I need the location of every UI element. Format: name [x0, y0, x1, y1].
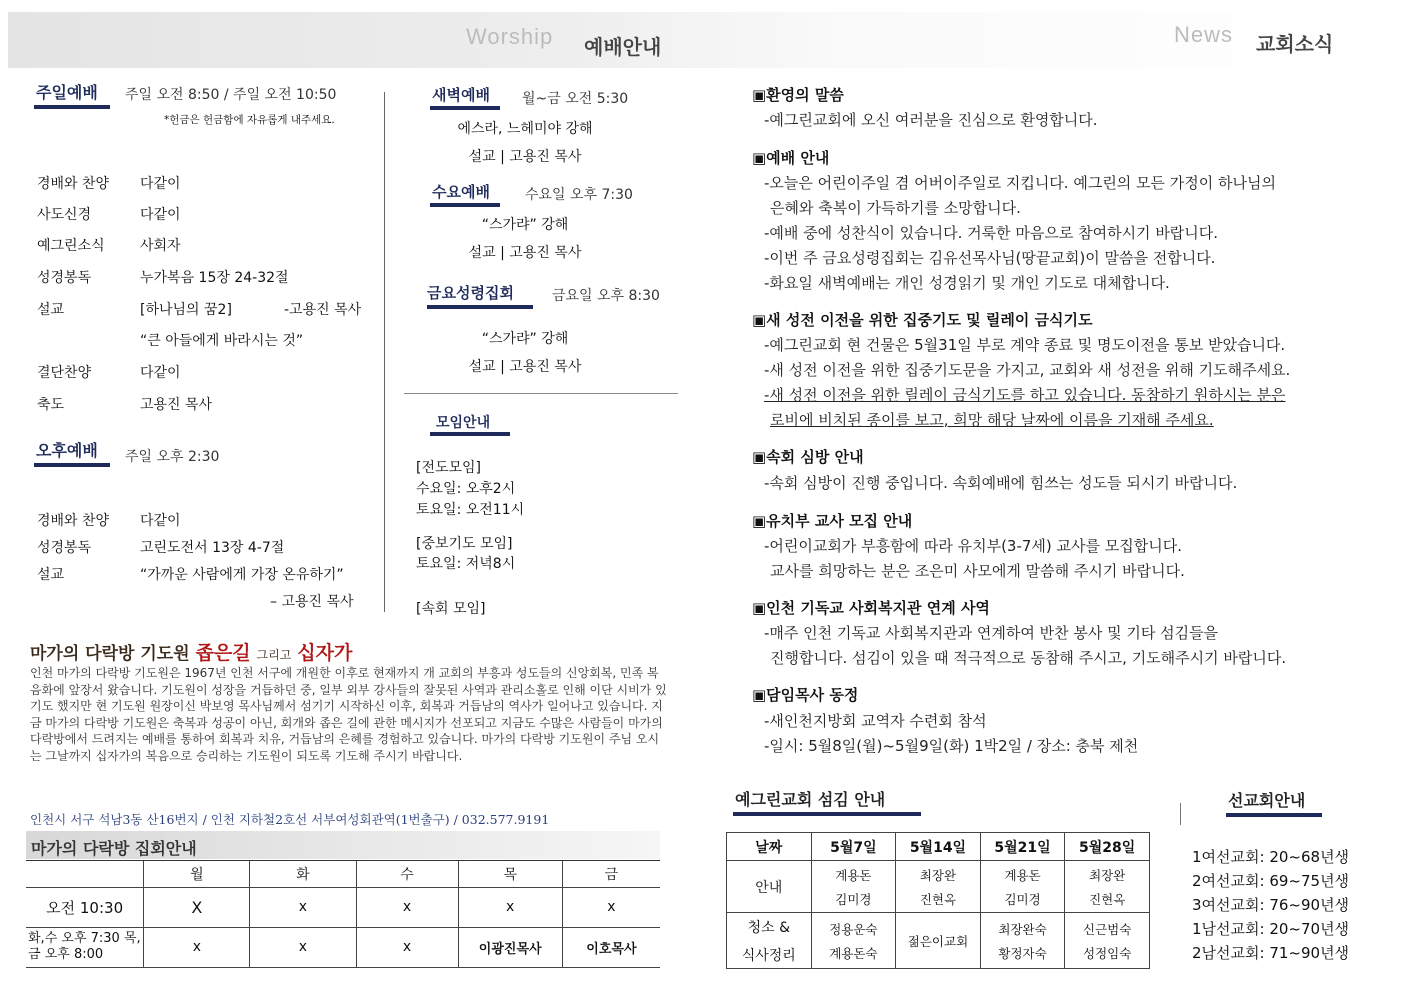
- schedule-cell: x: [356, 927, 458, 967]
- afternoon-title: 오후예배: [36, 441, 98, 460]
- schedule-time: 화,수 오후 7:30 목,금 오후 8:00: [26, 927, 144, 967]
- news-line: -매주 인천 기독교 사회복지관과 연계하여 반찬 봉사 및 기타 섬김들을: [764, 624, 1219, 642]
- worship-ko-label: 예배안내: [584, 35, 662, 59]
- schedule-cell: 이광진목사: [458, 927, 562, 967]
- cleaning-name: 계용돈숙: [829, 945, 878, 961]
- meeting-line: 토요일: 오전11시: [416, 502, 525, 518]
- makah-schedule-title: 마가의 다락방 집회안내: [31, 839, 197, 858]
- usher-name: 진현옥: [919, 891, 957, 907]
- news-heading: ▣유치부 교사 모집 안내: [752, 512, 913, 530]
- schedule-cell: 이호목사: [562, 927, 660, 967]
- sunday-underline: [34, 105, 110, 109]
- makah-title-narrow: 좁은길: [195, 642, 251, 664]
- service-row-label: [727, 913, 812, 969]
- order-value: 다같이: [140, 207, 181, 223]
- news-heading: ▣인천 기독교 사회복지관 연계 사역: [752, 599, 990, 617]
- day-header: 월: [144, 861, 250, 887]
- news-line-underlined: -새 성전 이전을 위한 릴레이 금식기도를 하고 있습니다. 동참하기 원하시는 분은: [764, 386, 1286, 404]
- news-heading: ▣속회 심방 안내: [752, 448, 864, 466]
- mission-title: 선교회안내: [1228, 791, 1306, 810]
- service-underline: [733, 812, 921, 816]
- service-table: [726, 832, 1150, 969]
- wednesday-underline: [430, 203, 500, 207]
- news-line: 진행합니다. 섬김이 있을 때 적극적으로 동참해 주시고, 기도해주시기 바랍니다.: [770, 649, 1287, 667]
- day-header: 수: [356, 861, 458, 887]
- makah-title-and: 그리고: [256, 648, 292, 662]
- wednesday-title: 수요예배: [432, 183, 490, 201]
- column-divider: [384, 92, 385, 612]
- service-cell: [980, 913, 1065, 969]
- service-cell: [980, 861, 1065, 913]
- mission-line: 3여선교회: 76~90년생: [1192, 896, 1350, 914]
- dawn-time: 월~금 오전 5:30: [522, 91, 629, 107]
- friday-time: 금요일 오후 8:30: [552, 288, 660, 304]
- usher-name: 계용돈: [1004, 867, 1041, 883]
- news-line: -속회 심방이 진행 중입니다. 속회예배에 힘쓰는 성도들 되시기 바랍니다.: [764, 474, 1238, 492]
- schedule-cell: x: [250, 887, 356, 927]
- order-label: 결단찬양: [37, 365, 92, 381]
- meeting-line: [중보기도 모임]: [416, 536, 513, 552]
- service-cell: [1065, 913, 1150, 969]
- news-line: -새인천지방회 교역자 수련회 참석: [764, 712, 987, 730]
- friday-book: “스가랴” 강해: [481, 331, 569, 347]
- news-line: -어린이교회가 부흥함에 따라 유치부(3-7세) 교사를 모집합니다.: [764, 537, 1182, 555]
- news-ko-label: 교회소식: [1256, 32, 1334, 56]
- friday-title: 금요성령집회: [427, 284, 514, 302]
- meeting-line: 토요일: 저녁8시: [416, 556, 516, 572]
- order-label: 성경봉독: [37, 270, 92, 286]
- friday-preacher: 설교 | 고용진 목사: [468, 359, 582, 375]
- order-label: 경배와 찬양: [37, 513, 110, 529]
- afternoon-underline: [34, 463, 110, 467]
- usher-name: 최장완: [919, 867, 957, 883]
- news-line: -화요일 새벽예배는 개인 성경읽기 및 개인 기도로 대체합니다.: [764, 274, 1170, 292]
- schedule-cell: x: [356, 887, 458, 927]
- news-heading: ▣새 성전 이전을 위한 집중기도 및 릴레이 금식기도: [752, 311, 1093, 329]
- news-line: -예그린교회 현 건물은 5월31일 부로 계약 종료 및 명도이전을 통보 받았습니다.: [764, 336, 1286, 354]
- meeting-line: [전도모임]: [416, 460, 482, 476]
- cleaning-name: 황정자숙: [998, 945, 1047, 961]
- wednesday-book: “스가랴” 강해: [481, 217, 569, 233]
- news-line: -일시: 5월8일(월)~5월9일(화) 1박2일 / 장소: 충북 제천: [764, 737, 1139, 755]
- news-heading: ▣환영의 말씀: [752, 86, 844, 104]
- service-header: 5월21일: [980, 833, 1065, 861]
- meetings-divider: [404, 393, 678, 394]
- schedule-cell: x: [250, 927, 356, 967]
- worship-en-label: Worship: [466, 24, 554, 49]
- usher-name: 김미경: [835, 891, 872, 907]
- mission-divider: [1180, 803, 1181, 825]
- sermon-subtitle: “큰 아들에게 바라시는 것”: [140, 333, 304, 349]
- cleaning-name: 젊은이교회: [907, 933, 969, 949]
- cleaning-label: 청소 &: [747, 919, 790, 936]
- meeting-line: [속회 모임]: [416, 601, 486, 617]
- service-row-label: 안내: [727, 861, 812, 913]
- service-cell: [811, 861, 896, 913]
- service-cell: [1065, 861, 1150, 913]
- dawn-preacher: 설교 | 고용진 목사: [468, 149, 582, 165]
- service-header: 5월7일: [811, 833, 896, 861]
- service-title: 예그린교회 섬김 안내: [735, 790, 886, 809]
- service-cell: [896, 861, 981, 913]
- day-header: 목: [458, 861, 562, 887]
- day-header: 금: [562, 861, 660, 887]
- afternoon-preacher: – 고용진 목사: [270, 594, 354, 610]
- order-value: 고린도전서 13장 4-7절: [140, 540, 285, 556]
- dawn-title: 새벽예배: [432, 86, 490, 104]
- usher-name: 진현옥: [1089, 891, 1126, 907]
- order-value: 다같이: [140, 513, 181, 529]
- wednesday-preacher: 설교 | 고용진 목사: [468, 245, 582, 261]
- order-value: “가까운 사람에게 가장 온유하기”: [140, 567, 344, 583]
- cleaning-name: 성정임숙: [1083, 945, 1132, 961]
- makah-description: 인천 마가의 다락방 기도원은 1967년 인천 서구에 개원한 이후로 현재까지 개 교회의 부흥과 성도들의 신앙회복, 민족 복음화에 앞장서 왔습니다. 기도원이 성장을 거듭하던 중, 일부 외부 강사들의 잘못된 사역과 관리소홀로 인해 이단 시비가 있기도 했지만 현 기도원 원장이신 박보영 목사님께서 섬기기 시작하신 이후, 회복과 거듭남의 역사가 일어나고 있습니다. 지금 마가의 다락방 기도원은 축복과 성공이 아닌, 회개와 좁은 길에 관한 메시지가 선포되고 지금도 수많은 사람들이 마가의 다락방에서 드려지는 예배를 통하여 회복과 치유, 거듭남의 은혜를 경험하고 있습니다. 마가의 다락방 기도원이 주님 오시는 그날까지 십자가의 복음으로 승리하는 기도원이 되도록 기도해 주시기 바랍니다.: [30, 666, 667, 763]
- news-line: -예그린교회에 오신 여러분을 진심으로 환영합니다.: [764, 111, 1098, 129]
- news-line-underlined: 로비에 비치된 종이를 보고, 희망 해당 날짜에 이름을 기재해 주세요.: [770, 411, 1214, 429]
- friday-underline: [427, 305, 533, 309]
- service-header: 5월14일: [896, 833, 981, 861]
- order-label: 설교: [37, 567, 65, 583]
- order-label: 설교: [37, 302, 65, 318]
- makah-title: [30, 638, 352, 665]
- sunday-time: 주일 오전 8:50 / 주일 오전 10:50: [125, 87, 337, 103]
- mission-line: 1남선교회: 20~70년생: [1192, 920, 1350, 938]
- order-label: 성경봉독: [37, 540, 92, 556]
- makah-title-main: 마가의 다락방 기도원: [30, 644, 190, 664]
- news-line: -예배 중에 성찬식이 있습니다. 거룩한 마음으로 참여하시기 바랍니다.: [764, 224, 1219, 242]
- schedule-corner: [26, 861, 144, 887]
- mission-line: 1여선교회: 20~68년생: [1192, 848, 1350, 866]
- schedule-time: 오전 10:30: [26, 887, 144, 927]
- news-line: -새 성전 이전을 위한 집중기도문을 가지고, 교회와 새 성전을 위해 기도해주세요.: [764, 361, 1291, 379]
- service-cell: [896, 913, 981, 969]
- news-line: -오늘은 어린이주일 겸 어버이주일로 지킵니다. 예그린의 모든 가정이 하나님의: [764, 174, 1277, 192]
- order-value: 사회자: [140, 238, 181, 254]
- usher-name: 계용돈: [835, 867, 872, 883]
- makah-address: 인천시 서구 석남3동 산16번지 / 인천 지하철2호선 서부여성회관역(1번출구) / 032.577.9191: [30, 812, 550, 827]
- news-line: -이번 주 금요성령집회는 김유선목사님(땅끝교회)이 말씀을 전합니다.: [764, 249, 1216, 267]
- sermon-title: [하나님의 꿈2]: [140, 302, 232, 318]
- mission-line: 2남선교회: 71~90년생: [1192, 944, 1350, 962]
- afternoon-time: 주일 오후 2:30: [125, 449, 220, 465]
- service-header: 날짜: [727, 833, 812, 861]
- offering-note: *헌금은 헌금함에 자유롭게 내주세요.: [164, 114, 335, 126]
- wednesday-time: 수요일 오후 7:30: [525, 187, 633, 203]
- news-en-label: News: [1174, 22, 1234, 47]
- order-label: 경배와 찬양: [37, 176, 110, 192]
- cleaning-name: 신근범숙: [1083, 921, 1132, 937]
- meetings-title: 모임안내: [436, 415, 491, 431]
- news-heading: ▣예배 안내: [752, 149, 830, 167]
- schedule-cell: x: [144, 927, 250, 967]
- makah-schedule-table: [26, 861, 660, 968]
- order-label: 축도: [37, 397, 65, 413]
- sermon-preacher: -고용진 목사: [284, 302, 362, 318]
- dawn-book: 에스라, 느헤미야 강해: [457, 121, 593, 137]
- news-line: 교사를 희망하는 분은 조은미 사모에게 말씀해 주시기 바랍니다.: [770, 562, 1185, 580]
- usher-name: 최장완: [1089, 867, 1126, 883]
- cleaning-name: 정용운숙: [829, 921, 878, 937]
- news-line: 은혜와 축복이 가득하기를 소망합니다.: [770, 199, 1021, 217]
- meeting-line: 수요일: 오후2시: [416, 481, 516, 497]
- usher-name: 김미경: [1004, 891, 1041, 907]
- news-heading: ▣담임목사 동정: [752, 686, 859, 704]
- schedule-cell: x: [458, 887, 562, 927]
- service-header: 5월28일: [1065, 833, 1150, 861]
- meetings-underline: [430, 432, 510, 436]
- order-label: 사도신경: [37, 207, 92, 223]
- order-value: 누가복음 15장 24-32절: [140, 270, 289, 286]
- service-cell: [811, 913, 896, 969]
- mission-line: 2여선교회: 69~75년생: [1192, 872, 1350, 890]
- mission-underline: [1226, 813, 1322, 817]
- cleaning-name: 최장완숙: [998, 921, 1047, 937]
- order-value: 고용진 목사: [140, 397, 213, 413]
- cleaning-label: 식사정리: [741, 947, 796, 964]
- order-value: 다같이: [140, 365, 181, 381]
- schedule-cell: x: [562, 887, 660, 927]
- dawn-underline: [430, 106, 500, 110]
- day-header: 화: [250, 861, 356, 887]
- order-label: 예그린소식: [37, 238, 105, 254]
- sunday-title: 주일예배: [36, 83, 98, 102]
- makah-title-cross: 십자가: [297, 642, 353, 664]
- schedule-cell: X: [144, 887, 250, 927]
- order-value: 다같이: [140, 176, 181, 192]
